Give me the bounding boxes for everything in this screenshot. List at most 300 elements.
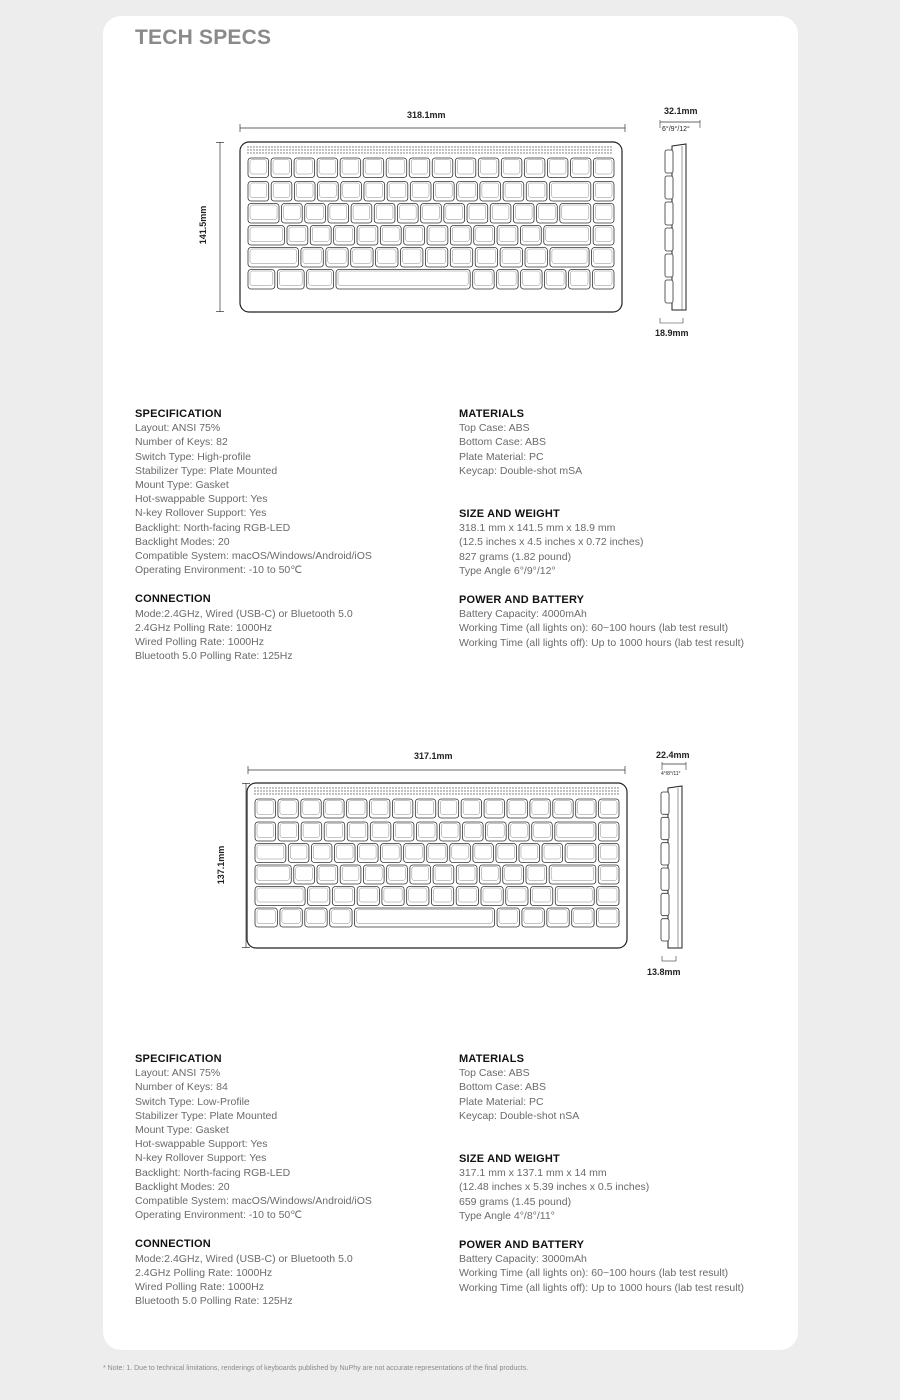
spec-line: 318.1 mm x 141.5 mm x 18.9 mm [459,522,616,535]
grille-dot [370,152,371,153]
grille-dot [326,793,327,794]
grille-dot [277,149,278,150]
grille-dot [605,787,606,788]
grille-dot [280,149,281,150]
grille-dot [607,152,608,153]
keycap [484,799,504,818]
side-keycap [665,150,673,173]
keycap [475,248,497,268]
grille-dot [614,793,615,794]
grille-dot [292,152,293,153]
grille-dot [571,149,572,150]
grille-dot [419,790,420,791]
grille-dot [553,152,554,153]
keycap [481,887,503,906]
grille-dot [574,149,575,150]
grille-dot [355,149,356,150]
grille-dot [593,790,594,791]
grille-dot [296,793,297,794]
grille-dot [371,787,372,788]
grille-dot [584,790,585,791]
grille-dot [383,790,384,791]
grille-dot [601,149,602,150]
grille-dot [424,149,425,150]
grille-dot [419,793,420,794]
grille-dot [383,793,384,794]
grille-dot [365,790,366,791]
grille-dot [347,787,348,788]
grille-dot [386,787,387,788]
grille-dot [520,146,521,147]
grille-dot [254,787,255,788]
grille-dot [404,787,405,788]
spec-line: Battery Capacity: 4000mAh [459,608,587,621]
grille-dot [584,793,585,794]
keycap [434,182,455,202]
grille-dot [464,790,465,791]
grille-dot [464,787,465,788]
keycap [340,158,361,178]
connection-section [135,592,455,663]
grille-dot [275,790,276,791]
grille-dot [464,793,465,794]
grille-dot [397,146,398,147]
grille-dot [388,152,389,153]
grille-dot [395,793,396,794]
keycap [497,226,518,246]
grille-dot [541,146,542,147]
grille-dot [343,152,344,153]
section-heading: SIZE AND WEIGHT [459,1153,560,1166]
grille-dot [592,152,593,153]
grille-dot [517,152,518,153]
grille-dot [551,793,552,794]
grille-dot [316,152,317,153]
spec-line: Wired Polling Rate: 1000Hz [135,636,264,649]
side-case [668,786,682,948]
keycap [425,248,447,268]
grille-dot [533,790,534,791]
keyboard-side-view-1 [650,120,710,330]
grille-dot [593,793,594,794]
grille-dot [409,152,410,153]
grille-dot [283,152,284,153]
grille-dot [350,793,351,794]
grille-dot [547,149,548,150]
grille-dot [454,146,455,147]
grille-dot [475,152,476,153]
grille-dot [416,793,417,794]
grille-dot [434,790,435,791]
spec-line: Mount Type: Gasket [135,1124,229,1137]
grille-dot [331,146,332,147]
grille-dot [308,787,309,788]
grille-dot [350,787,351,788]
spec-line: Backlight Modes: 20 [135,535,230,548]
grille-dot [349,152,350,153]
keycap [407,887,429,906]
grille-dot [358,152,359,153]
grille-dot [359,793,360,794]
keycap [288,844,309,863]
grille-dot [554,793,555,794]
keycap [598,865,619,884]
side-keycap [661,893,669,915]
grille-dot [433,146,434,147]
grille-dot [407,790,408,791]
grille-dot [461,787,462,788]
keycap [278,799,298,818]
grille-dot [319,146,320,147]
grille-dot [295,152,296,153]
keycap [351,204,372,224]
grille-dot [599,790,600,791]
grille-dot [544,146,545,147]
grille-dot [352,146,353,147]
grille-dot [574,146,575,147]
section-heading: POWER AND BATTERY [459,594,585,607]
grille-dot [257,790,258,791]
keycap [357,887,379,906]
grille-dot [496,146,497,147]
grille-dot [605,793,606,794]
depth-dimension: 32.1mm [664,106,698,116]
side-case [672,144,686,310]
grille-dot [601,146,602,147]
spec-line: Operating Environment: -10 to 50℃ [135,1209,303,1222]
grille-dot [535,152,536,153]
grille-dot [344,793,345,794]
grille-dot [523,146,524,147]
grille-dot [274,152,275,153]
grille-dot [508,152,509,153]
grille-dot [488,787,489,788]
grille-dot [428,787,429,788]
grille-dot [556,149,557,150]
grille-dot [259,149,260,150]
grille-dot [443,787,444,788]
grille-dot [382,149,383,150]
keycap [526,182,547,202]
grille-dot [499,146,500,147]
grille-dot [566,787,567,788]
spec-line: Bottom Case: ABS [459,1081,546,1094]
spec-line: N-key Rollover Support: Yes [135,1152,267,1165]
grille-dot [545,793,546,794]
grille-dot [257,793,258,794]
grille-dot [491,787,492,788]
grille-dot [413,790,414,791]
grille-dot [422,790,423,791]
keycap [404,226,425,246]
grille-dot [430,149,431,150]
grille-dot [475,146,476,147]
grille-dot [421,146,422,147]
grille-dot [319,149,320,150]
spec-line: Number of Keys: 84 [135,1081,228,1094]
grille-dot [398,790,399,791]
grille-dot [584,787,585,788]
grille-dot [548,787,549,788]
grille-dot [338,787,339,788]
grille-dot [301,146,302,147]
grille-dot [349,146,350,147]
spec-line: Type Angle 6°/9°/12° [459,564,556,577]
grille-dot [547,152,548,153]
grille-dot [250,146,251,147]
grille-dot [361,152,362,153]
keycap [311,844,332,863]
grille-dot [442,152,443,153]
section-heading: MATERIALS [459,408,525,420]
grille-dot [304,146,305,147]
grille-dot [371,793,372,794]
grille-dot [290,790,291,791]
grille-dot [481,152,482,153]
spec-line: Battery Capacity: 3000mAh [459,1253,587,1266]
grille-dot [491,793,492,794]
grille-dot [362,790,363,791]
grille-dot [434,787,435,788]
grille-dot [523,152,524,153]
grille-dot [614,790,615,791]
grille-dot [470,787,471,788]
grille-dot [401,790,402,791]
grille-dot [350,790,351,791]
grille-dot [449,790,450,791]
grille-dot [467,790,468,791]
grille-dot [460,149,461,150]
grille-dot [478,152,479,153]
grille-dot [605,790,606,791]
front-height-dimension: 13.8mm [647,967,681,977]
grille-dot [361,146,362,147]
keycap [597,887,619,906]
grille-dot [602,793,603,794]
grille-dot [278,790,279,791]
grille-dot [589,152,590,153]
spec-line: Compatible System: macOS/Windows/Android/iOS [135,1195,372,1208]
grille-dot [259,146,260,147]
grille-dot [484,149,485,150]
grille-dot [541,152,542,153]
grille-dot [319,152,320,153]
grille-dot [337,149,338,150]
grille-dot [533,787,534,788]
spec-line: Keycap: Double-shot nSA [459,1109,580,1122]
grille-dot [274,149,275,150]
grille-dot [442,146,443,147]
grille-dot [385,146,386,147]
grille-dot [608,790,609,791]
grille-dot [265,152,266,153]
keycap [255,887,305,906]
power-section [459,593,779,650]
grille-dot [418,146,419,147]
spec-line: (12.5 inches x 4.5 inches x 0.72 inches) [459,536,644,549]
grille-dot [301,152,302,153]
grille-dot [370,146,371,147]
grille-dot [344,790,345,791]
grille-dot [299,790,300,791]
keycap [450,844,471,863]
grille-dot [424,146,425,147]
grille-dot [391,146,392,147]
grille-dot [490,152,491,153]
keycap [593,158,614,178]
grille-dot [481,149,482,150]
grille-dot [281,793,282,794]
keycap [444,204,465,224]
grille-dot [476,787,477,788]
page-title: TECH SPECS [135,26,272,49]
grille-dot [404,790,405,791]
keycap [530,799,550,818]
grille-dot [356,787,357,788]
grille-dot [572,793,573,794]
grille-dot [563,790,564,791]
grille-dot [412,146,413,147]
side-keycap [665,176,673,199]
grille-dot [587,793,588,794]
grille-dot [463,152,464,153]
keycap [545,270,566,290]
grille-dot [607,149,608,150]
keycap [550,248,589,268]
grille-dot [275,793,276,794]
grille-dot [395,790,396,791]
keycap [376,248,398,268]
grille-dot [518,790,519,791]
depth-dimension: 22.4mm [656,750,690,760]
grille-dot [437,793,438,794]
grille-dot [443,790,444,791]
keycap [301,822,322,841]
keycap [282,204,303,224]
spec-line: Wired Polling Rate: 1000Hz [135,1281,264,1294]
grille-dot [268,152,269,153]
grille-dot [608,787,609,788]
grille-dot [590,793,591,794]
keycap [305,908,327,927]
grille-dot [331,149,332,150]
grille-dot [325,152,326,153]
keycap [318,182,339,202]
grille-dot [538,146,539,147]
grille-dot [514,149,515,150]
grille-dot [428,793,429,794]
keycap [278,822,299,841]
grille-dot [346,146,347,147]
keycap [549,182,590,202]
grille-dot [569,787,570,788]
grille-dot [553,146,554,147]
grille-dot [568,149,569,150]
grille-dot [311,787,312,788]
grille-dot [577,152,578,153]
grille-dot [610,152,611,153]
grille-dot [614,787,615,788]
grille-dot [412,152,413,153]
grille-dot [317,790,318,791]
grille-dot [347,793,348,794]
angle-label: 4°/8°/11° [661,771,681,777]
grille-dot [497,793,498,794]
keycap [248,158,269,178]
grille-dot [494,787,495,788]
grille-dot [347,790,348,791]
grille-dot [377,787,378,788]
spec-line: Switch Type: High-profile [135,450,251,463]
keycap [597,908,619,927]
grille-dot [554,787,555,788]
grille-dot [305,790,306,791]
grille-dot [506,793,507,794]
grille-dot [451,146,452,147]
keycap [280,908,302,927]
grille-dot [368,793,369,794]
keycap [599,799,619,818]
grille-dot [425,787,426,788]
grille-dot [578,787,579,788]
grille-dot [455,787,456,788]
grille-dot [472,152,473,153]
grille-dot [314,793,315,794]
grille-dot [542,790,543,791]
grille-dot [352,152,353,153]
grille-dot [263,793,264,794]
grille-dot [461,793,462,794]
grille-dot [271,146,272,147]
grille-dot [545,787,546,788]
grille-dot [484,146,485,147]
grille-dot [524,793,525,794]
grille-dot [568,146,569,147]
grille-dot [578,790,579,791]
keycap [305,204,326,224]
grille-dot [542,787,543,788]
grille-dot [320,793,321,794]
keycap [455,158,476,178]
grille-dot [373,152,374,153]
grille-dot [500,790,501,791]
grille-dot [586,149,587,150]
grille-dot [515,793,516,794]
spec-line: Mount Type: Gasket [135,479,229,492]
grille-dot [517,146,518,147]
grille-dot [364,149,365,150]
grille-dot [313,152,314,153]
grille-dot [511,146,512,147]
grille-dot [445,146,446,147]
grille-dot [380,793,381,794]
keycap [506,887,528,906]
grille-dot [583,146,584,147]
side-keycap [661,868,669,890]
grille-dot [356,793,357,794]
keycap [301,248,323,268]
grille-dot [413,793,414,794]
grille-dot [439,146,440,147]
keycap [409,158,430,178]
grille-dot [392,787,393,788]
grille-dot [317,787,318,788]
grille-dot [617,787,618,788]
grille-dot [269,793,270,794]
grille-dot [521,793,522,794]
grille-dot [287,793,288,794]
grille-dot [476,790,477,791]
